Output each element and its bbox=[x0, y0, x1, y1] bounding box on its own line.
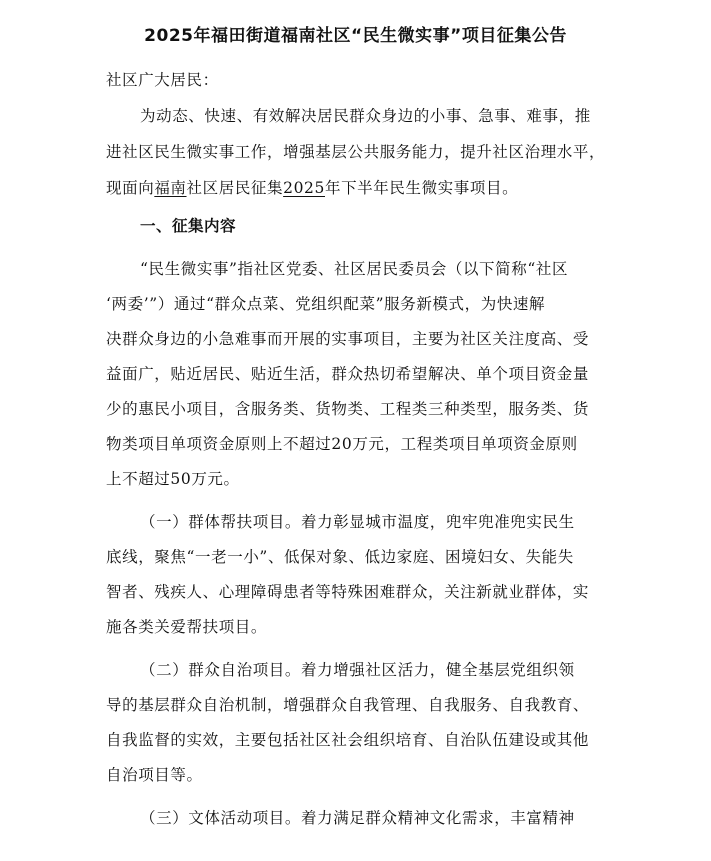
year-underlined: 2025 bbox=[283, 179, 325, 197]
item-1-line: 施各类关爱帮扶项目。 bbox=[106, 618, 268, 636]
item-1-line: （一）群体帮扶项目。着力彰显城市温度，兜牢兜准兜实民生 bbox=[140, 513, 575, 531]
paragraph-line: 物类项目单项资金原则上不超过20万元，工程类项目单项资金原则 bbox=[106, 435, 578, 453]
paragraph-line: 决群众身边的小急难事而开展的实事项目，主要为社区关注度高、受 bbox=[106, 330, 590, 348]
paragraph-line: “民生微实事”指社区党委、社区居民委员会（以下简称“社区 bbox=[140, 260, 569, 278]
document-title: 2025年福田街道福南社区“民生微实事”项目征集公告 bbox=[144, 26, 567, 46]
item-2-line: （二）群众自治项目。着力增强社区活力，健全基层党组织领 bbox=[140, 661, 575, 679]
intro-line-3 bbox=[106, 174, 518, 202]
intro-text: 社区居民征集 bbox=[186, 179, 284, 197]
item-2-line: 导的基层群众自治机制，增强群众自我管理、自我服务、自我教育、 bbox=[106, 696, 590, 714]
item-1-line: 底线，聚焦“一老一小”、低保对象、低边家庭、困境妇女、失能失 bbox=[106, 548, 574, 566]
paragraph-line: 上不超过50万元。 bbox=[106, 470, 240, 488]
paragraph-line: 少的惠民小项目，含服务类、货物类、工程类三种类型，服务类、货 bbox=[106, 400, 590, 418]
intro-text: 现面向 bbox=[106, 179, 155, 197]
intro-line-2: 进社区民生微实事工作，增强基层公共服务能力，提升社区治理水平， bbox=[106, 143, 606, 161]
item-2-line: 自治项目等。 bbox=[106, 766, 203, 784]
intro-line-1: 为动态、快速、有效解决居民群众身边的小事、急事、难事，推 bbox=[140, 107, 591, 125]
item-1-line: 智者、残疾人、心理障碍患者等特殊困难群众，关注新就业群体，实 bbox=[106, 583, 590, 601]
paragraph-line: ‘两委’”）通过“群众点菜、党组织配菜”服务新模式，为快速解 bbox=[106, 295, 546, 313]
section-heading: 一、征集内容 bbox=[140, 217, 237, 235]
item-3-line: （三）文体活动项目。着力满足群众精神文化需求，丰富精神 bbox=[140, 809, 575, 827]
item-2-line: 自我监督的实效，主要包括社区社会组织培育、自治队伍建设或其他 bbox=[106, 731, 590, 749]
paragraph-line: 益面广，贴近居民、贴近生活，群众热切希望解决、单个项目资金量 bbox=[106, 365, 590, 383]
community-name-underlined: 福南 bbox=[154, 179, 187, 197]
intro-text: 年下半年民生微实事项目。 bbox=[324, 179, 519, 197]
salutation: 社区广大居民： bbox=[106, 71, 219, 89]
